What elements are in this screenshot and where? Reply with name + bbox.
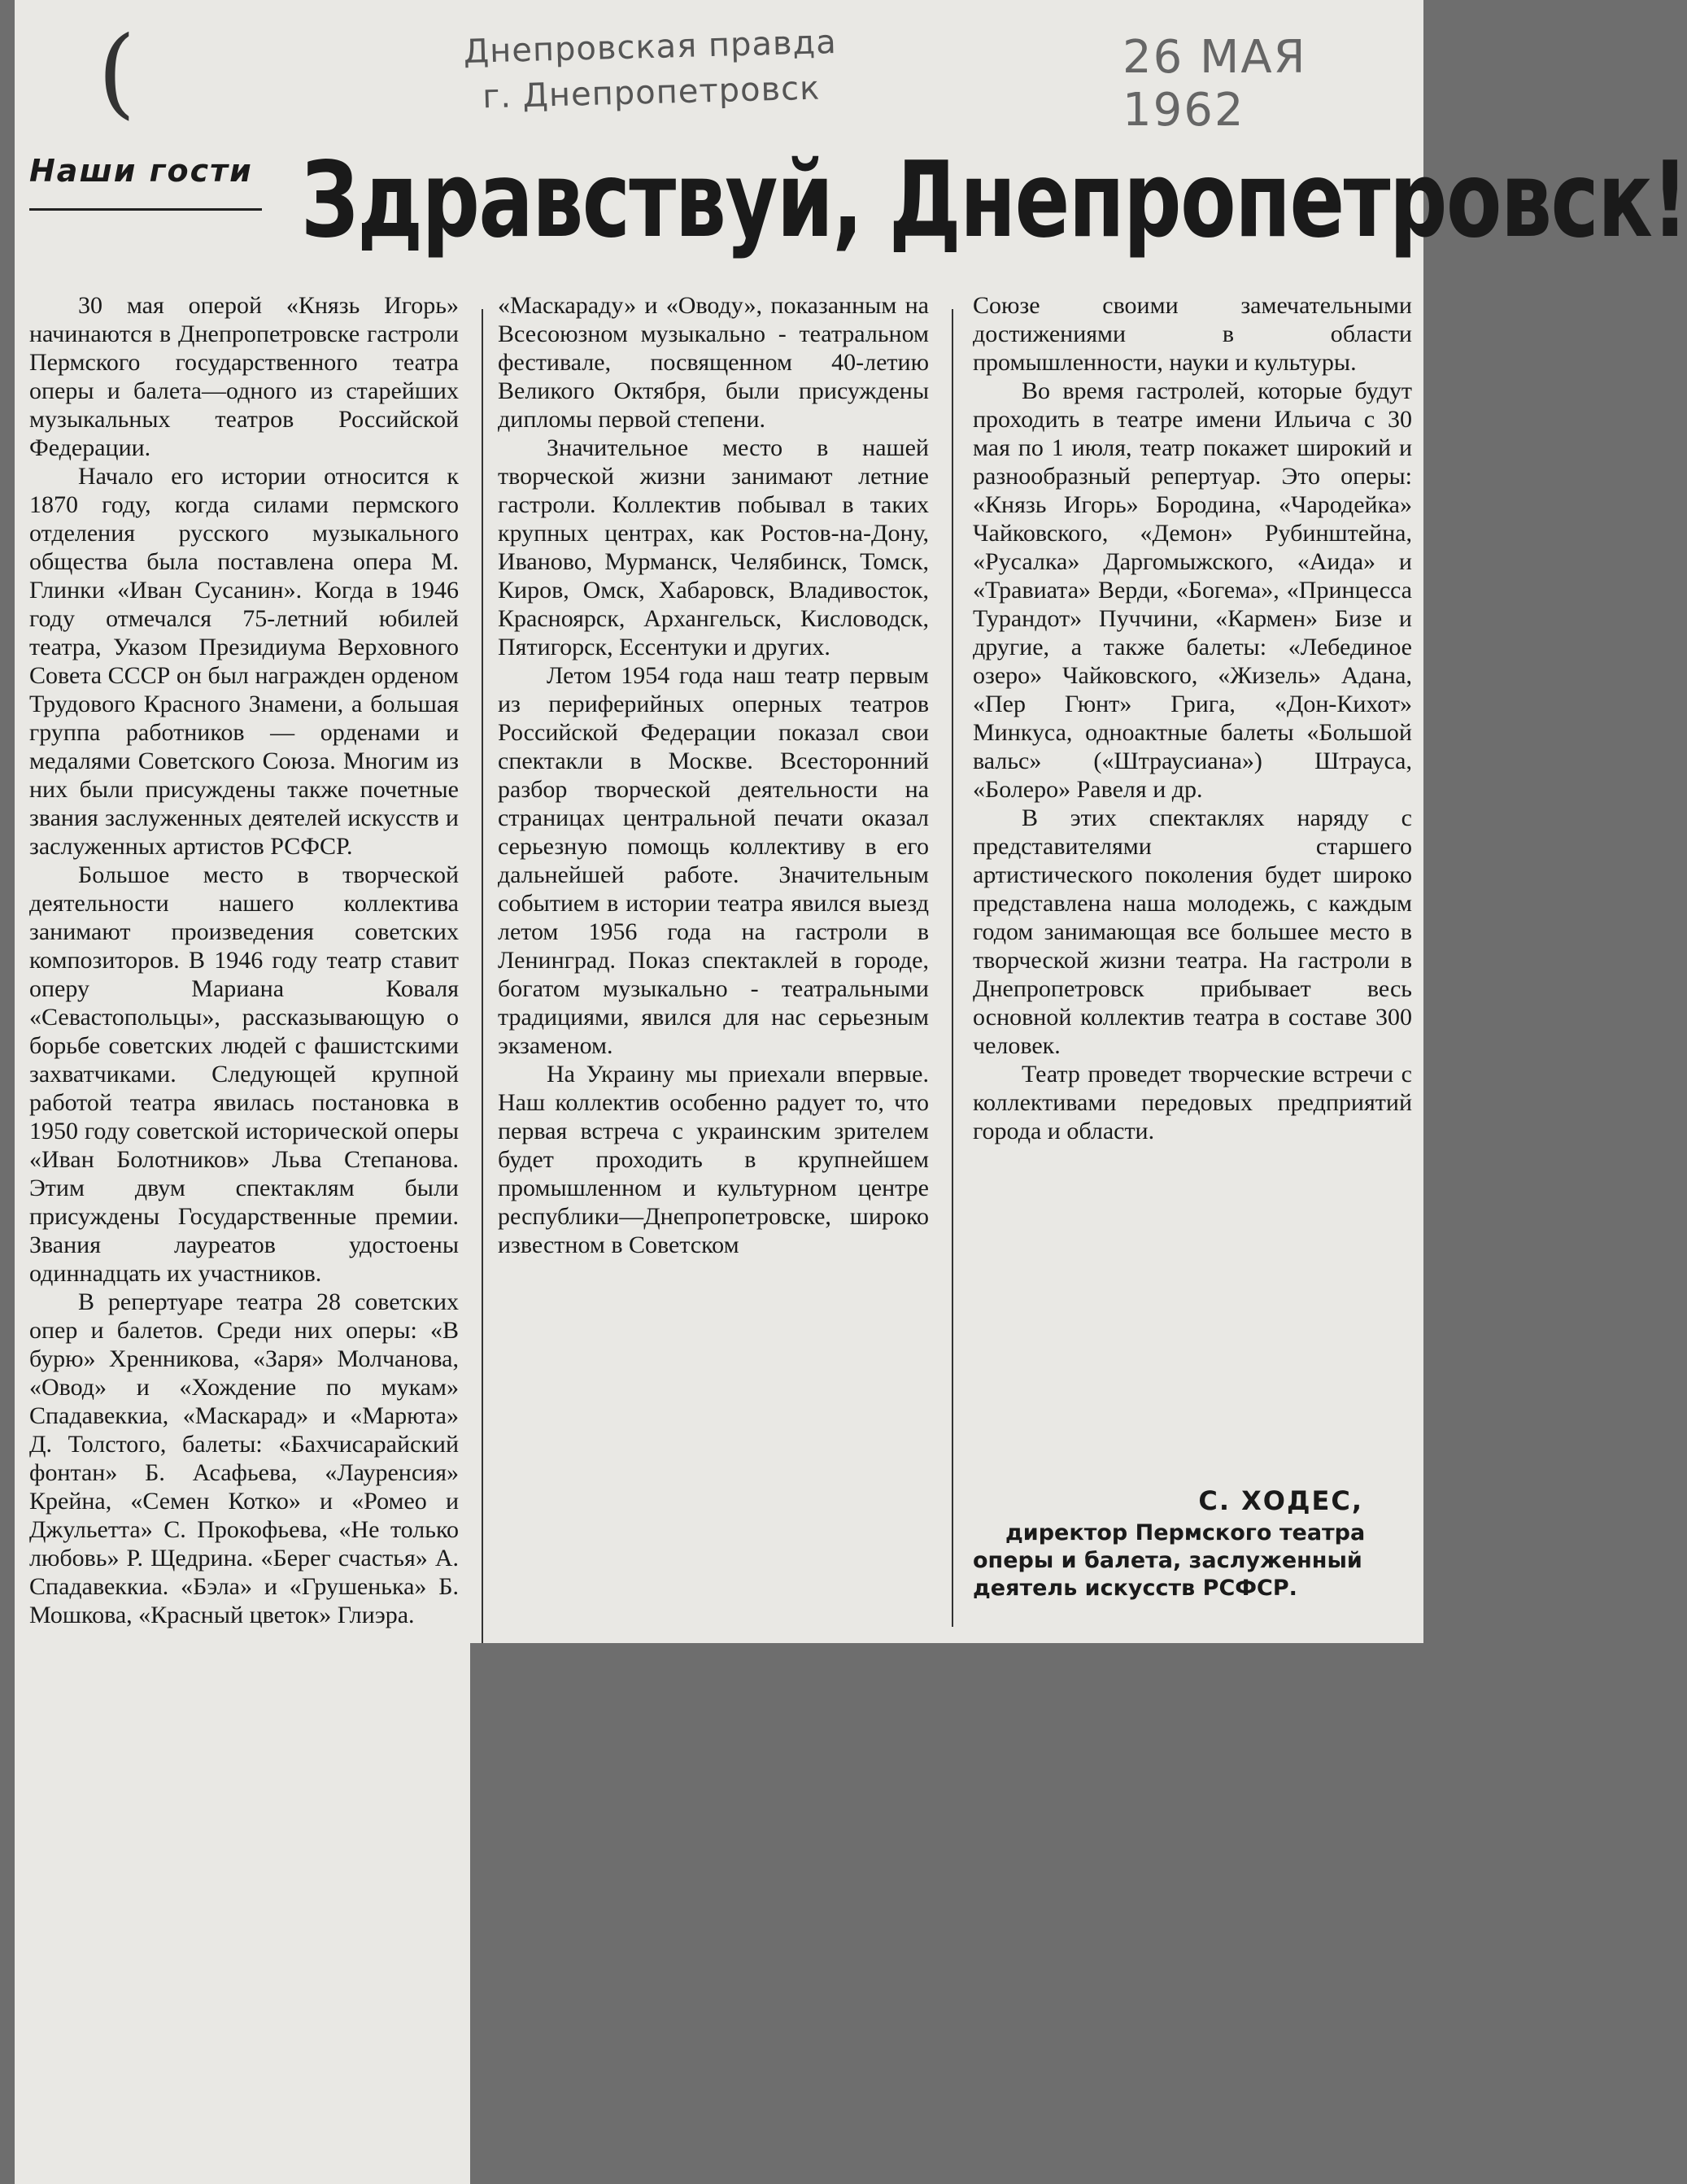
stamp-city: г. Днепропетровск xyxy=(482,69,821,116)
clipping-paper-tail xyxy=(15,1627,470,2184)
article-column-3 xyxy=(973,291,1412,1145)
paragraph: «Маскараду» и «Оводу», показанным на Всесоюзном музыкально - театральном фестивале, посвященном 40-летию Великого Октября, были присуждены дипломы первой степени. xyxy=(498,292,929,433)
rubric-label: Наши гости xyxy=(29,153,253,189)
paragraph: 30 мая оперой «Князь Игорь» начинаются в Днепропетровске гастроли Пермского государственного театра оперы и балета—одного из старейших музыкальных театров Российской Федерации. xyxy=(29,292,459,461)
author-name: С. ХОДЕС, xyxy=(1198,1485,1363,1516)
author-signature xyxy=(973,1485,1412,1602)
paragraph: Значительное место в нашей творческой жизни занимают летние гастроли. Коллектив побывал в таких крупных центрах, как Ростов-на-Дону, Иваново, Мурманск, Челябинск, Томск, Киров, Омск, Хабаровск, Владивосток, Красноярск, Архангельск, Кисловодск, Пятигорск, Ессентуки и других. xyxy=(498,434,929,660)
paragraph: Театр проведет творческие встречи с коллективами передовых предприятий города и области. xyxy=(973,1061,1412,1144)
column-divider xyxy=(482,309,483,1643)
corner-pencil-mark: ( xyxy=(98,16,136,129)
article-column-1 xyxy=(29,291,459,1629)
stamp-date: 26 МАЯ 1962 xyxy=(1122,31,1307,137)
paragraph: В этих спектаклях наряду с представителями старшего артистического поколения будет широко представлена наша молодежь, с каждым годом занимающая все большее место в творческой жизни театра. На гастроли в Днепропетровск прибывает весь основной коллектив театра в составе 300 человек. xyxy=(973,804,1412,1059)
paragraph: Большое место в творческой деятельности нашего коллектива занимают произведения советских композиторов. В 1946 году театр ставит оперу Мариана Коваля «Севастопольцы», рассказывающую о борьбе советских людей с фашистскими захватчиками. Следующей крупной работой театра явилась постановка в 1950 году советской исторической оперы «Иван Болотников» Льва Степанова. Этим двум спектаклям были присуждены Государственные премии. Звания лауреатов удостоены одиннадцать их участников. xyxy=(29,861,459,1287)
paragraph: Начало его истории относится к 1870 году, когда силами пермского отделения русского музыкального общества была поставлена опера М. Глинки «Иван Сусанин». Когда в 1946 году отмечался 75-летний юбилей театра, Указом Президиума Верховного Совета СССР он был награжден орденом Трудового Красного Знамени, а большая группа работников — орденами и медалями Советского Союза. Многим из них были присуждены также почетные звания заслуженных деятелей искусств и заслуженных артистов РСФСР. xyxy=(29,463,459,860)
column-divider xyxy=(952,309,953,1627)
paragraph: Союзе своими замечательными достижениями в области промышленности, науки и культуры. xyxy=(973,292,1412,376)
article-headline: Здравствуй, Днепропетровск! xyxy=(301,140,1687,261)
author-title: директор Пермского театра оперы и балета, заслуженный деятель искусств РСФСР. xyxy=(973,1520,1366,1601)
paragraph: Летом 1954 года наш театр первым из периферийных оперных театров Российской Федерации показал свои спектакли в Москве. Всесторонний разбор творческой деятельности на страницах центральной печати оказал серьезную помощь коллективу в его дальнейшей работе. Значительным событием в истории театра явился выезд летом 1956 года на гастроли в Ленинград. Показ спектаклей в городе, богатом музыкально - театральными традициями, явился для нас серьезным экзаменом. xyxy=(498,662,929,1059)
paragraph: В репертуаре театра 28 советских опер и балетов. Среди них оперы: «В бурю» Хренникова, «Заря» Молчанова, «Овод» и «Хождение по мукам» Спадавеккиа, «Маскарад» и «Марюта» Д. Толстого, балеты: «Бахчисарайский фонтан» Б. Асафьева, «Лауренсия» Крейна, «Семен Котко» и «Ромео и Джульетта» С. Прокофьева, «Не только любовь» Р. Щедрина. «Берег счастья» А. Спадавеккиа. «Бэла» и «Грушенька» Б. Мошкова, «Красный цветок» Глиэра. xyxy=(29,1288,459,1628)
paragraph: На Украину мы приехали впервые. Наш коллектив особенно радует то, что первая встреча с украинским зрителем будет проходить в крупнейшем промышленном и культурном центре республики—Днепропетровске, широко известном в Советском xyxy=(498,1061,929,1258)
rubric-underline xyxy=(29,208,262,211)
newspaper-stamp xyxy=(422,19,880,122)
stamp-newspaper-name: Днепровская правда xyxy=(463,24,838,72)
article-column-2 xyxy=(498,291,929,1259)
paragraph: Во время гастролей, которые будут проходить в театре имени Ильича с 30 мая по 1 июля, театр покажет широкий и разнообразный репертуар. Это оперы: «Князь Игорь» Бородина, «Чародейка» Чайковского, «Демон» Рубинштейна, «Русалка» Даргомыжского, «Аида» и «Травиата» Верди, «Богема», «Принцесса Турандот» Пуччини, «Кармен» Бизе и другие, а также балеты: «Лебединое озеро» Чайковского, «Жизель» Адана, «Пер Гюнт» Грига, «Дон-Кихот» Минкуса, одноактные балеты «Большой вальс» («Штраусиана») Штрауса, «Болеро» Равеля и др. xyxy=(973,377,1412,803)
